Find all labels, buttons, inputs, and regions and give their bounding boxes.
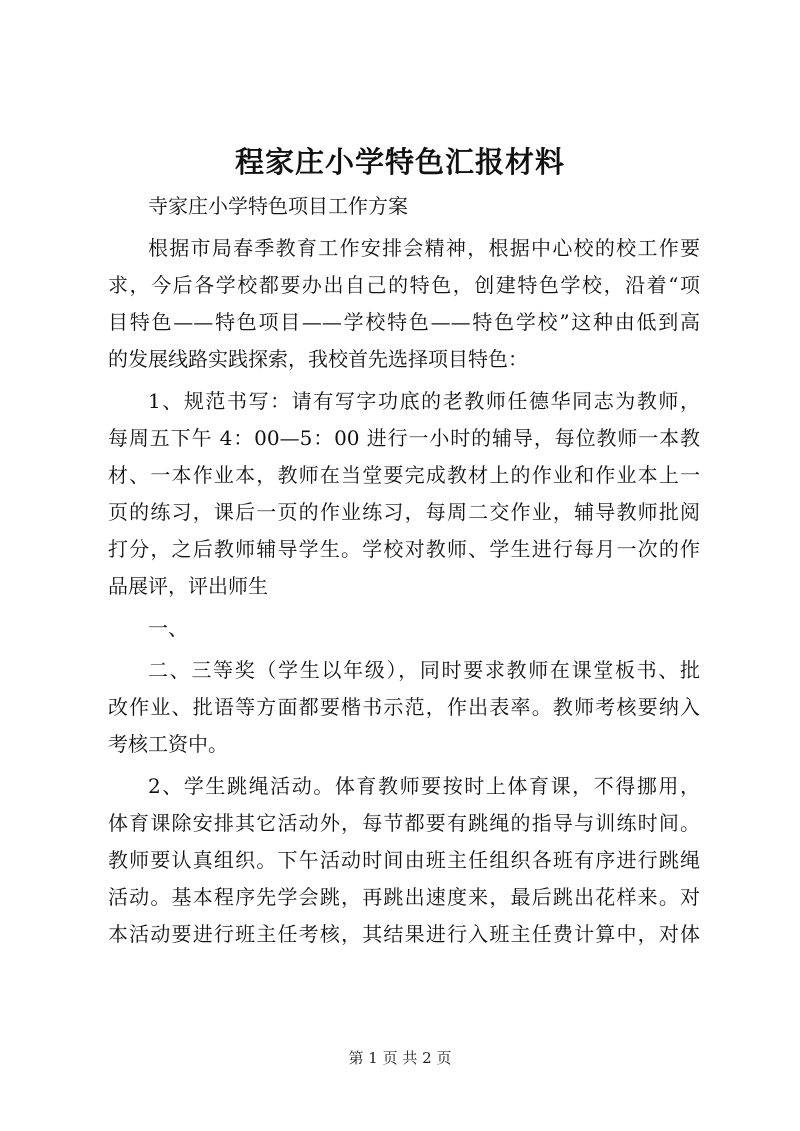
text-line: 品展评，评出师生 (108, 574, 268, 598)
text-line: 每周五下午 4：00—5：00 进行一小时的辅导，每位教师一本教 (108, 426, 700, 450)
text-line: 教师要认真组织。下午活动时间由班主任组织各班有序进行跳绳 (108, 848, 700, 872)
text-line: 活动。基本程序先学会跳，再跳出速度来，最后跳出花样来。对 (108, 885, 700, 909)
paragraph-subtitle: 寺家庄小学特色项目工作方案 (148, 194, 408, 218)
text-line: 打分，之后教师辅导学生。学校对教师、学生进行每月一次的作 (108, 537, 700, 561)
text-line: 本活动要进行班主任考核，其结果进行入班主任费计算中，对体 (108, 922, 700, 946)
text-line: 页的练习，课后一页的作业练习，每周二交作业，辅导教师批阅 (108, 500, 700, 524)
text-line: 根据市局春季教育工作安排会精神，根据中心校的校工作要 (148, 236, 700, 260)
text-line: 考核工资中。 (108, 732, 228, 756)
text-line: 体育课除安排其它活动外，每节都要有跳绳的指导与训练时间。 (108, 811, 700, 835)
text-line: 二、三等奖（学生以年级），同时要求教师在课堂板书、批 (148, 658, 700, 682)
text-line: 一、 (148, 616, 188, 640)
text-line: 改作业、批语等方面都要楷书示范，作出表率。教师考核要纳入 (108, 695, 700, 719)
document-title: 程家庄小学特色汇报材料 (234, 145, 565, 179)
text-line: 的发展线路实践探索，我校首先选择项目特色： (108, 347, 528, 371)
text-line: 材、一本作业本，教师在当堂要完成教材上的作业和作业本上一 (108, 463, 700, 487)
text-line: 目特色——特色项目——学校特色——特色学校”这种由低到高 (108, 310, 700, 334)
document-body (108, 188, 700, 953)
text-line: 1、规范书写：请有写字功底的老教师任德华同志为教师， (148, 389, 700, 413)
text-line: 2、学生跳绳活动。体育教师要按时上体育课，不得挪用， (148, 774, 700, 798)
text-line: 求，今后各学校都要办出自己的特色，创建特色学校，沿着“项 (108, 273, 700, 297)
page-footer: 第 1 页 共 2 页 (348, 1049, 452, 1067)
